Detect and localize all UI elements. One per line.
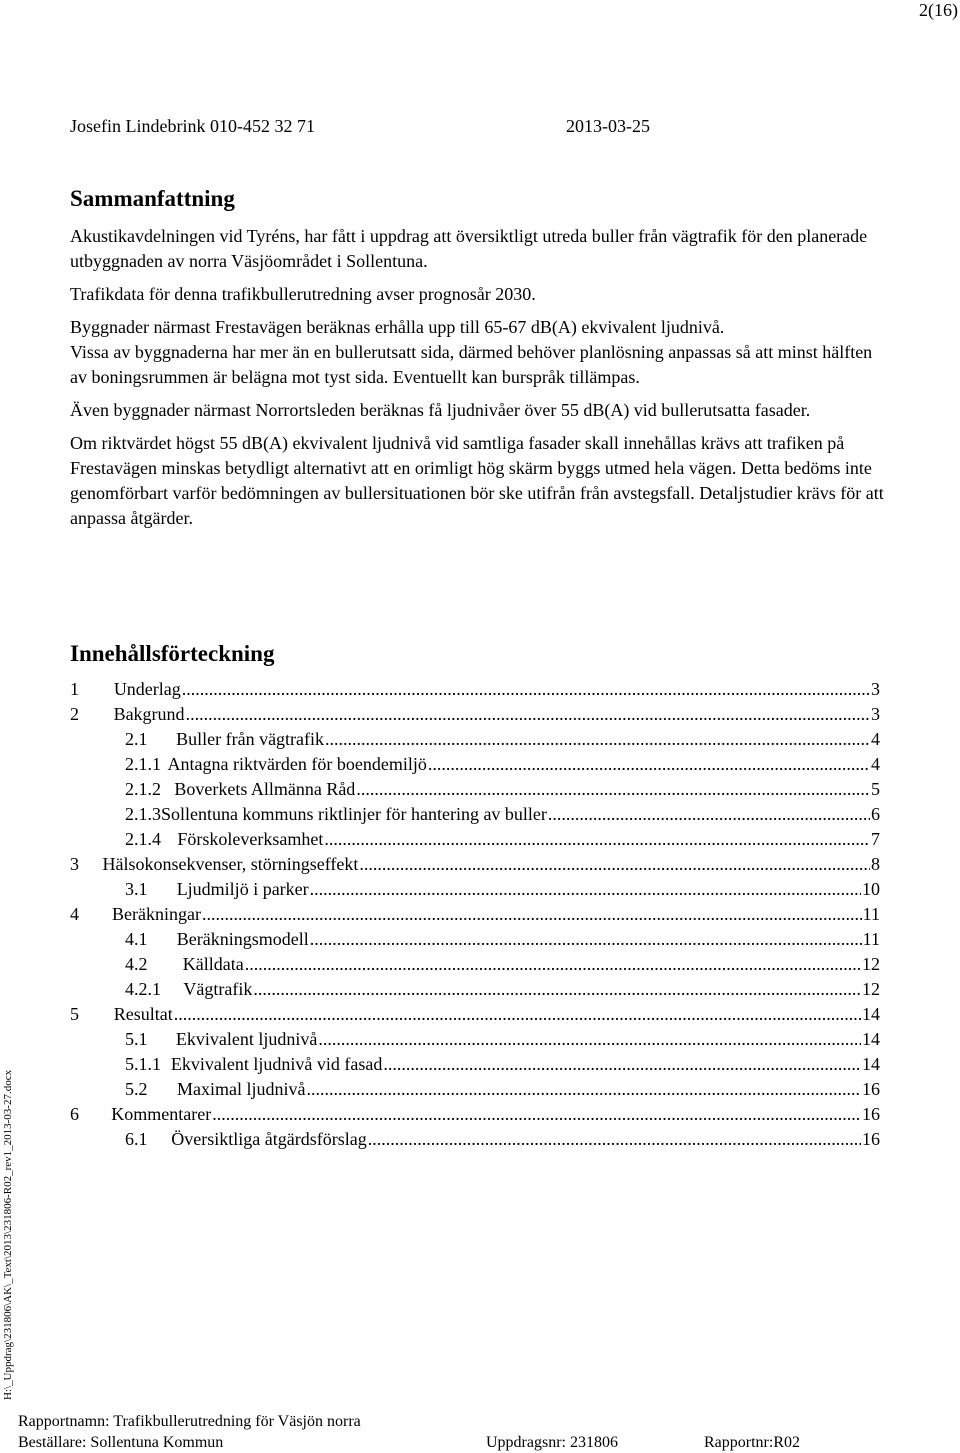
toc-dot-leader (306, 1077, 861, 1102)
toc-entry-number: 6 (70, 1104, 79, 1124)
file-path: H:\_Uppdrag\231806\AK\_Text\2013\231806-R02_rev1_2013-03-27.docx (2, 1069, 14, 1400)
toc-entry-page: 11 (862, 904, 880, 924)
toc-entry-number: 2 (70, 704, 79, 724)
toc-entry-title: Förskoleverksamhet (177, 829, 324, 849)
toc-entry-number: 5 (70, 1004, 79, 1024)
toc-entry-page: 3 (871, 704, 880, 724)
toc-entry-page: 12 (862, 979, 880, 999)
toc-entry-title: Vägtrafik (183, 979, 253, 999)
toc-entry-page: 5 (871, 779, 880, 799)
summary-paragraph: Byggnader närmast Frestavägen beräknas erhålla upp till 65-67 dB(A) ekvivalent ljudnivå. (70, 317, 725, 337)
toc-entry-number: 2.1.3 (125, 804, 161, 824)
toc-entry-title: Sollentuna kommuns riktlinjer för hantering av buller (161, 804, 547, 824)
toc-entry[interactable] (70, 802, 880, 827)
summary-heading: Sammanfattning (70, 186, 235, 211)
summary-paragraph: Vissa av byggnaderna har mer än en bullerutsatt sida, därmed behöver planlösning anpassas så att minst hälften av boningsrummen är belägna mot tyst sida. Eventuellt kan burspråk tillämpas. (70, 342, 873, 387)
toc-entry[interactable] (70, 1102, 880, 1127)
toc-entry[interactable] (70, 852, 880, 877)
toc-entry[interactable] (70, 1127, 880, 1152)
toc-entry[interactable] (70, 752, 880, 777)
toc-entry-title: Resultat (113, 1004, 173, 1024)
toc-entry[interactable] (70, 952, 880, 977)
table-of-contents (70, 677, 880, 1152)
toc-entry-number: 2.1 (125, 729, 148, 749)
toc-entry[interactable] (70, 677, 880, 702)
toc-dot-leader (548, 802, 870, 827)
toc-entry[interactable] (70, 1077, 880, 1102)
footer-assignment-number: Uppdragsnr: 231806 (486, 1434, 618, 1451)
toc-entry[interactable] (70, 1052, 880, 1077)
toc-entry-title: Maximal ljudnivå (176, 1079, 306, 1099)
toc-dot-leader (318, 1027, 861, 1052)
summary-paragraph: Trafikdata för denna trafikbullerutredning avser prognosår 2030. (70, 284, 536, 304)
header-contact: Josefin Lindebrink 010-452 32 71 (70, 116, 315, 136)
toc-entry-page: 4 (871, 754, 880, 774)
toc-entry[interactable] (70, 877, 880, 902)
toc-entry-title: Ekvivalent ljudnivå vid fasad (170, 1054, 383, 1074)
toc-entry-title: Källdata (182, 954, 244, 974)
toc-entry-page: 7 (871, 829, 880, 849)
header-date: 2013-03-25 (566, 116, 650, 136)
toc-entry-page: 3 (871, 679, 880, 699)
toc-entry[interactable] (70, 727, 880, 752)
toc-heading: Innehållsförteckning (70, 641, 275, 666)
toc-dot-leader (186, 702, 870, 727)
summary-paragraph: Akustikavdelningen vid Tyréns, har fått i uppdrag att översiktligt utreda buller från vägtrafik för den planerade utbyggnaden av norra Väsjöområdet i Sollentuna. (70, 226, 868, 271)
toc-entry-title: Beräkningsmodell (176, 929, 309, 949)
toc-entry-page: 12 (862, 954, 880, 974)
toc-entry-title: Underlag (113, 679, 181, 699)
toc-entry-number: 5.1 (125, 1029, 148, 1049)
toc-entry-title: Ljudmiljö i parker (176, 879, 309, 899)
toc-entry-title: Bakgrund (113, 704, 185, 724)
toc-entry-number: 2.1.4 (125, 829, 161, 849)
toc-dot-leader (202, 902, 862, 927)
toc-entry[interactable] (70, 927, 880, 952)
footer-report-number: Rapportnr:R02 (704, 1434, 800, 1451)
page-number: 2(16) (919, 0, 958, 20)
toc-dot-leader (325, 727, 870, 752)
toc-entry-page: 8 (871, 854, 880, 874)
toc-entry[interactable] (70, 827, 880, 852)
toc-entry-page: 11 (862, 929, 880, 949)
toc-entry-number: 5.2 (125, 1079, 148, 1099)
toc-entry-page: 16 (862, 1079, 880, 1099)
toc-entry-title: Kommentarer (111, 1104, 212, 1124)
toc-dot-leader (174, 1002, 861, 1027)
toc-entry-page: 6 (871, 804, 880, 824)
toc-dot-leader (383, 1052, 861, 1077)
toc-entry-number: 4.2.1 (125, 979, 161, 999)
toc-dot-leader (182, 677, 870, 702)
toc-entry[interactable] (70, 1002, 880, 1027)
toc-entry[interactable] (70, 977, 880, 1002)
toc-dot-leader (368, 1127, 861, 1152)
toc-dot-leader (324, 827, 870, 852)
toc-entry-page: 14 (862, 1029, 880, 1049)
footer-client: Beställare: Sollentuna Kommun (18, 1434, 224, 1451)
toc-dot-leader (212, 1102, 861, 1127)
toc-dot-leader (310, 877, 861, 902)
toc-entry[interactable] (70, 1027, 880, 1052)
toc-entry-number: 3 (70, 854, 79, 874)
toc-entry-title: Boverkets Allmänna Råd (174, 779, 356, 799)
toc-entry-title: Översiktliga åtgärdsförslag (171, 1129, 367, 1149)
toc-dot-leader (359, 852, 870, 877)
summary-paragraph: Även byggnader närmast Norrortsleden beräknas få ljudnivåer över 55 dB(A) vid bullerutsatta fasader. (70, 400, 811, 420)
toc-entry-title: Buller från vägtrafik (176, 729, 325, 749)
toc-entry-number: 3.1 (125, 879, 148, 899)
summary-paragraph: Om riktvärdet högst 55 dB(A) ekvivalent ljudnivå vid samtliga fasader skall innehållas krävs att trafiken på Frestavägen minskas betydligt alternativt att en orimligt hög skärm byggs utmed hela vägen. Detta bedöms inte genomförbart varför bedömningen av bullersituationen bör ske utifrån från avstegsfall. Detaljstudier krävs för att anpassa åtgärder. (70, 433, 884, 528)
toc-dot-leader (428, 752, 870, 777)
toc-entry-number: 2.1.1 (125, 754, 161, 774)
toc-entry-number: 4.2 (125, 954, 148, 974)
toc-entry-number: 4 (70, 904, 79, 924)
toc-dot-leader (253, 977, 861, 1002)
toc-dot-leader (310, 927, 862, 952)
toc-entry-title: Antagna riktvärden för boendemiljö (167, 754, 427, 774)
toc-entry-page: 16 (862, 1129, 880, 1149)
toc-entry-number: 6.1 (125, 1129, 148, 1149)
toc-entry-number: 5.1.1 (125, 1054, 161, 1074)
toc-entry-page: 14 (862, 1004, 880, 1024)
toc-entry-title: Hälsokonsekvenser, störningseffekt (102, 854, 359, 874)
toc-entry-page: 14 (862, 1054, 880, 1074)
toc-entry-page: 16 (862, 1104, 880, 1124)
toc-entry-number: 2.1.2 (125, 779, 161, 799)
toc-entry-title: Ekvivalent ljudnivå (175, 1029, 318, 1049)
toc-entry-page: 10 (862, 879, 880, 899)
toc-entry-number: 4.1 (125, 929, 148, 949)
toc-entry-page: 4 (871, 729, 880, 749)
toc-entry[interactable] (70, 702, 880, 727)
toc-dot-leader (245, 952, 861, 977)
footer-report-name: Rapportnamn: Trafikbullerutredning för Väsjön norra (18, 1413, 361, 1430)
toc-entry-title: Beräkningar (112, 904, 201, 924)
toc-entry-number: 1 (70, 679, 79, 699)
summary-body (70, 224, 890, 531)
toc-entry[interactable] (70, 777, 880, 802)
toc-entry[interactable] (70, 902, 880, 927)
toc-dot-leader (356, 777, 870, 802)
